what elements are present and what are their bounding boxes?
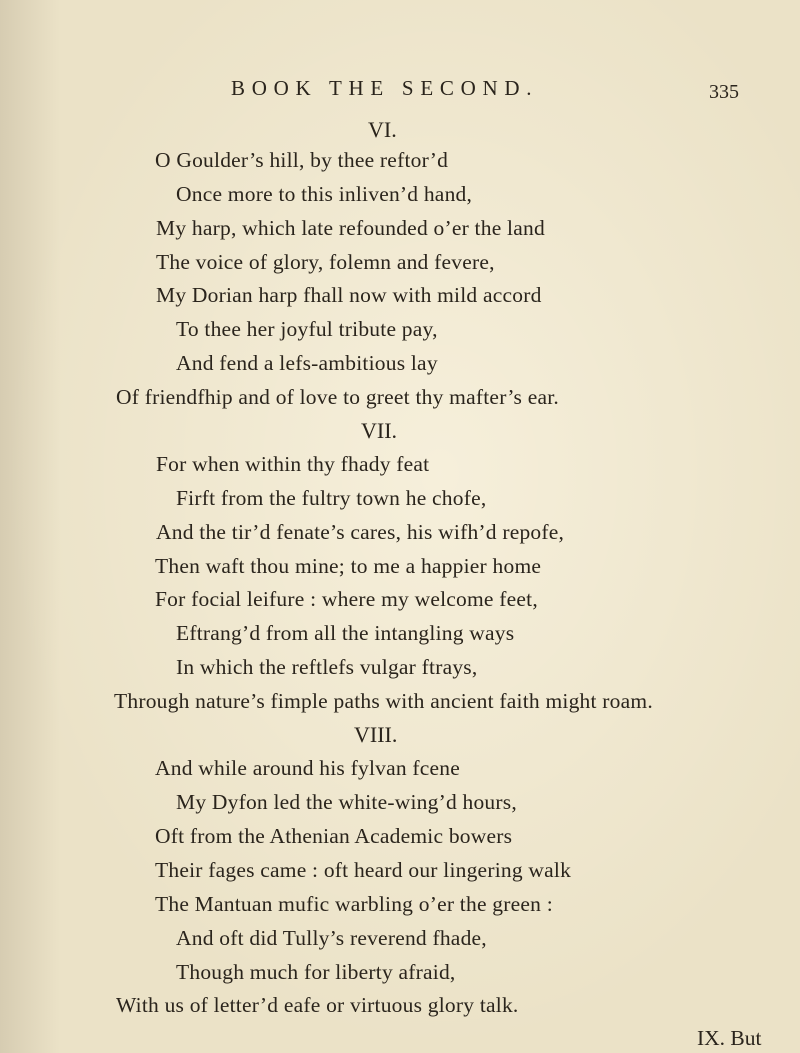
- page-number: 335: [709, 81, 739, 103]
- poem-line: Their fages came : oft heard our lingering walk: [155, 858, 572, 882]
- poem-line: For when within thy fhady feat: [156, 452, 430, 476]
- poem-line: My Dyfon led the white-wing’d hours,: [176, 790, 517, 814]
- poem-line: And fend a lefs-ambitious lay: [176, 351, 438, 375]
- poem-line: And while around his fylvan fcene: [155, 756, 461, 780]
- poem-line: The voice of glory, folemn and fevere,: [156, 250, 495, 274]
- poem-line: Of friendfhip and of love to greet thy mafter’s ear.: [116, 385, 560, 409]
- poem-line: Once more to this inliven’d hand,: [176, 182, 473, 206]
- stanza-number-vii: VII.: [361, 418, 398, 443]
- poem-line: My harp, which late refounded o’er the land: [156, 216, 545, 240]
- poem-line: Oft from the Athenian Academic bowers: [155, 824, 513, 848]
- poem-line: For focial leifure : where my welcome feet,: [155, 587, 538, 611]
- running-title: BOOK THE SECOND.: [231, 76, 539, 100]
- poem-line: And the tir’d fenate’s cares, his wifh’d repofe,: [156, 520, 565, 544]
- poem-line: The Mantuan mufic warbling o’er the green :: [155, 892, 553, 916]
- poem-line: In which the reftlefs vulgar ftrays,: [176, 655, 478, 679]
- poem-line: Firft from the fultry town he chofe,: [176, 486, 487, 510]
- poem-line: With us of letter’d eafe or virtuous glory talk.: [116, 993, 519, 1017]
- poem-line: O Goulder’s hill, by thee reftor’d: [155, 148, 449, 172]
- poem-line: And oft did Tully’s reverend fhade,: [176, 926, 487, 950]
- catchword: IX. But: [697, 1026, 762, 1050]
- poem-line: Through nature’s fimple paths with ancient faith might roam.: [114, 689, 653, 713]
- stanza-number-viii: VIII.: [354, 722, 398, 747]
- poem-line: My Dorian harp fhall now with mild accord: [156, 283, 542, 307]
- poem-line: Though much for liberty afraid,: [176, 960, 456, 984]
- poem-line: Then waft thou mine; to me a happier home: [155, 554, 542, 578]
- poem-line: Eftrang’d from all the intangling ways: [176, 621, 515, 645]
- poem-line: To thee her joyful tribute pay,: [176, 317, 438, 341]
- stanza-number-vi: VI.: [368, 117, 397, 142]
